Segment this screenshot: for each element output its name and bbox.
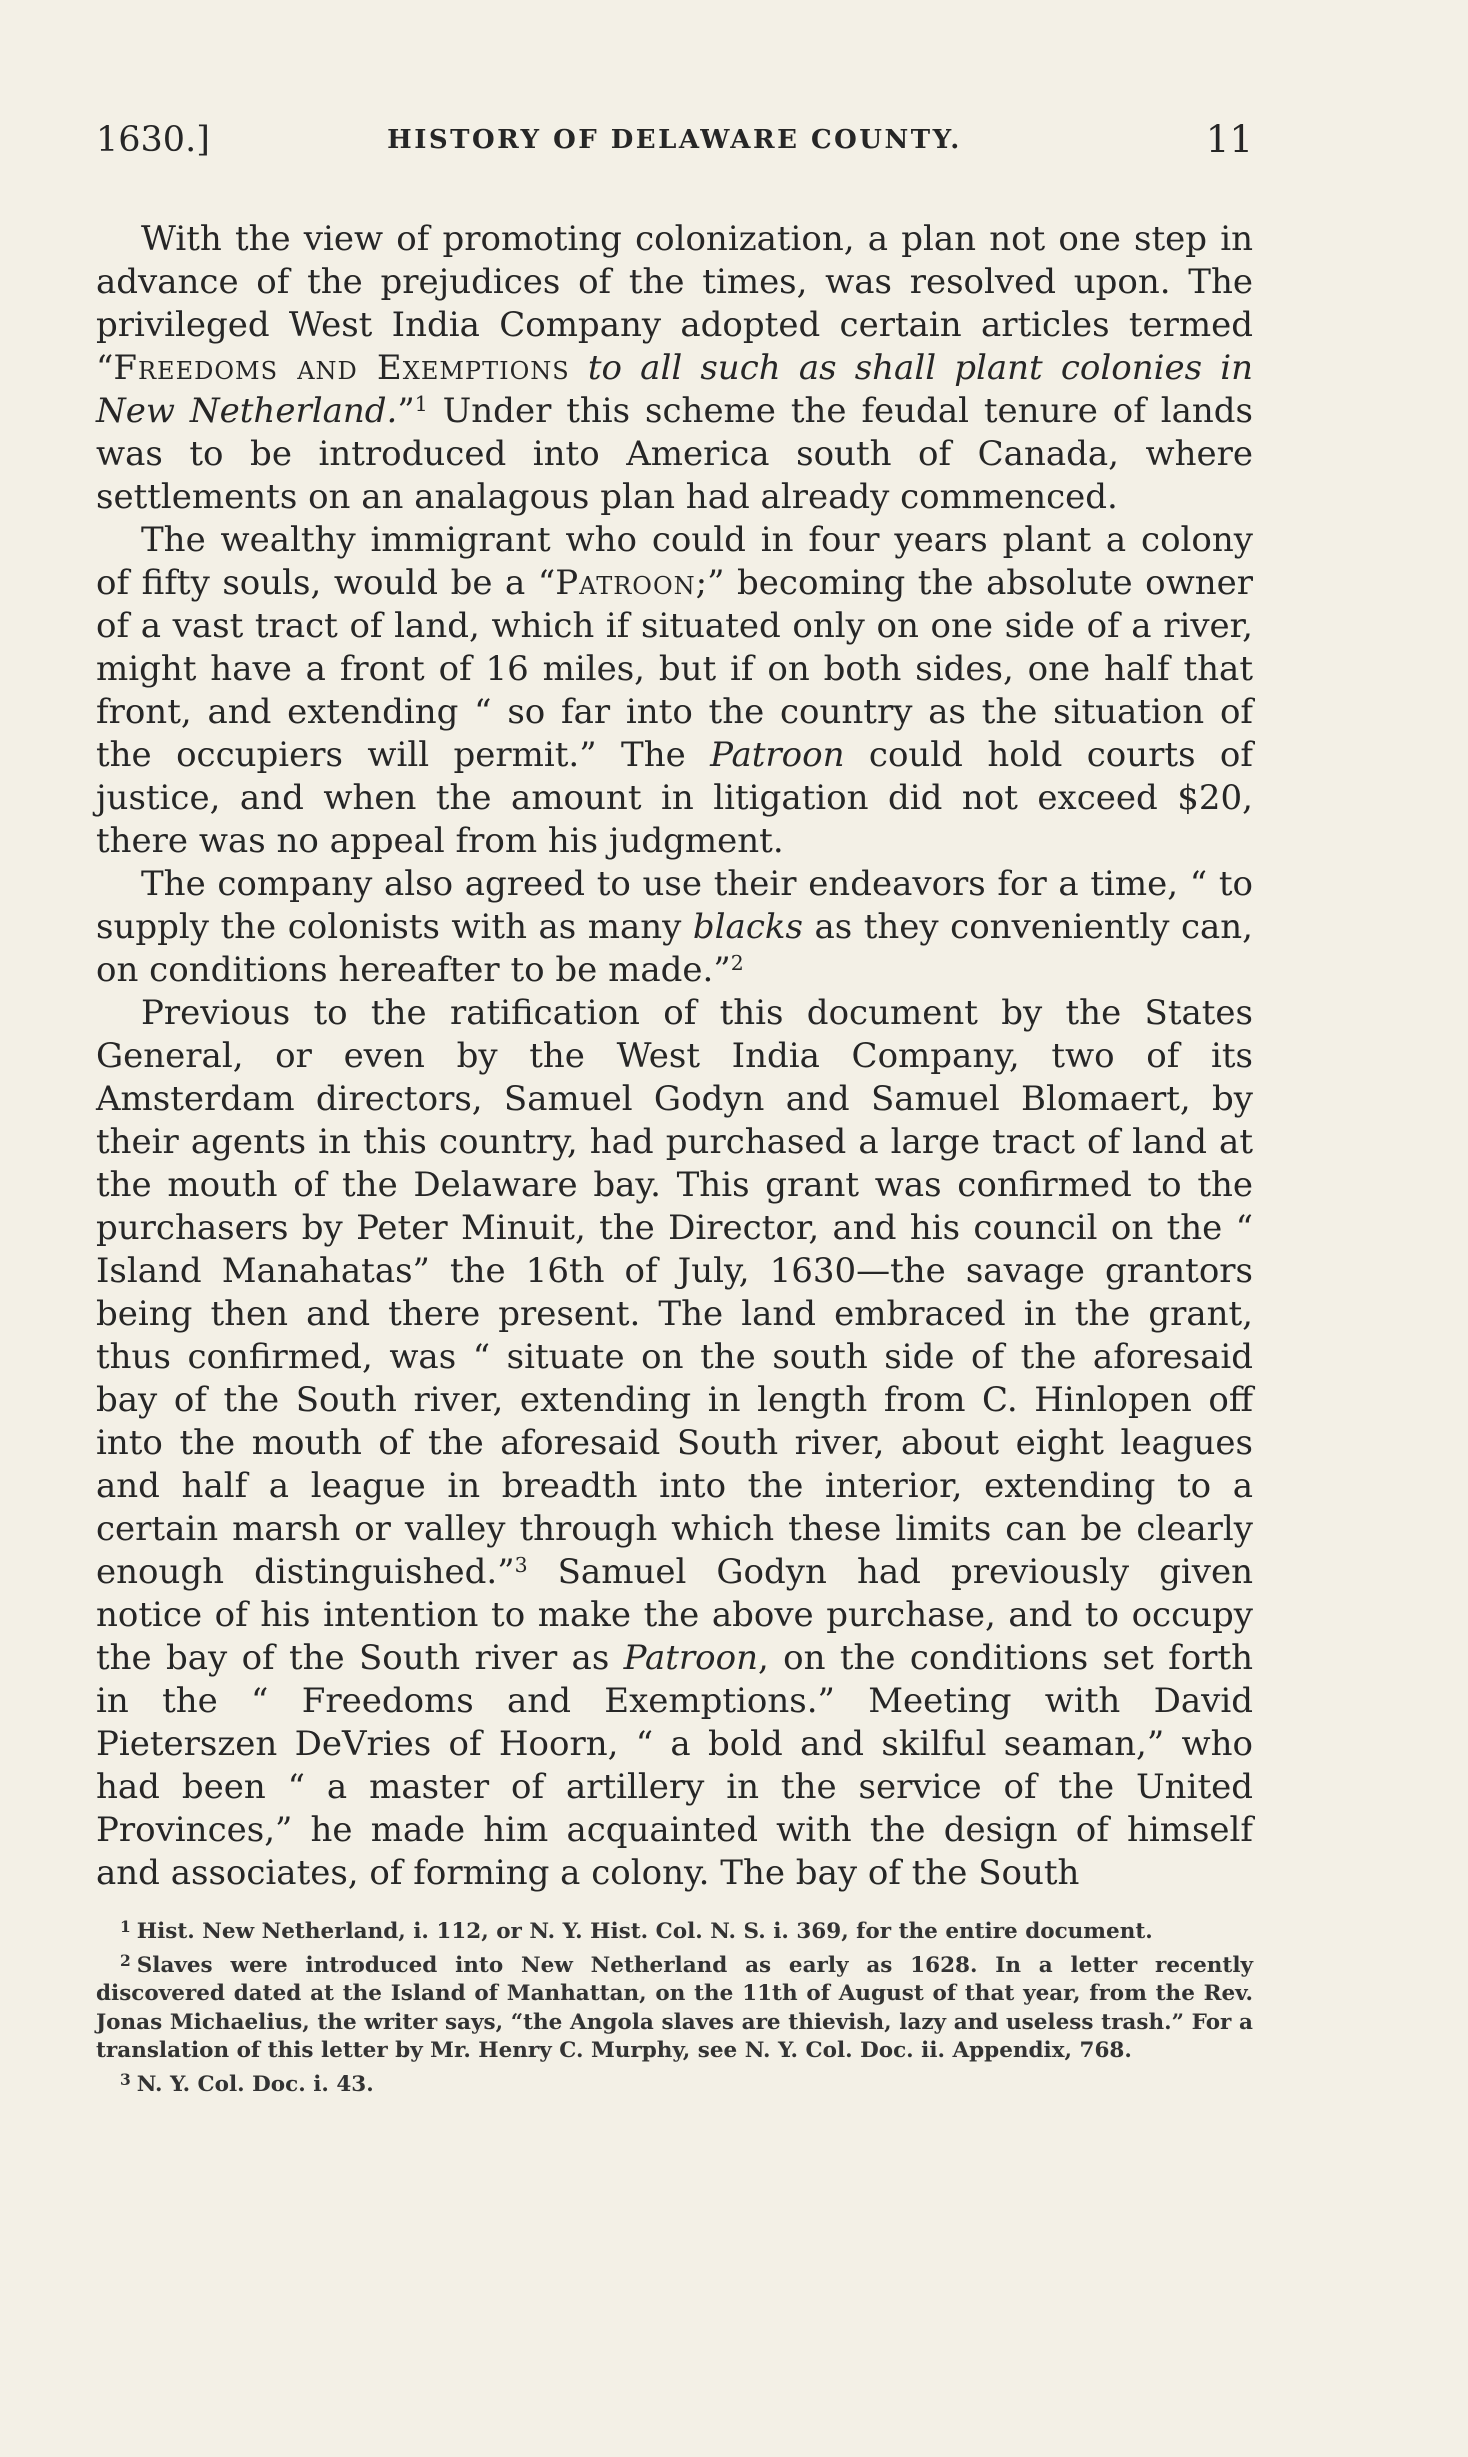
paragraph-3-text-b: as they conveniently can, on conditions hereafter to be made.”: [96, 907, 1253, 990]
footnote-2: [96, 1947, 1253, 2066]
paragraph-4-text-c: , on the conditions set forth in the “ Freedoms and Exemptions.” Meeting with David Pieterszen DeVries of Hoorn, “ a bold and skilful seaman,” who had been “ a master of artillery in the service of the United Provinces,” he made him acquainted with the design of himself and associates, of forming a colony. The bay of the South: [96, 1638, 1253, 1893]
blacks-italic: blacks: [692, 907, 803, 947]
paragraph-3: [96, 863, 1253, 992]
paragraph-1-text-b: ”: [397, 391, 415, 431]
patroon-italic: Patroon: [710, 735, 845, 775]
footnote-ref-1: 1: [414, 391, 428, 416]
paragraph-4-text-b: Samuel Godyn had previously given notice of his intention to make the above purchase, and to occupy the bay of the South river as: [96, 1552, 1253, 1678]
footnote-ref-3: 3: [514, 1552, 528, 1577]
page-number: 11: [1205, 118, 1253, 161]
body-text: [96, 218, 1253, 1895]
paragraph-3-text-a: The company also agreed to use their endeavors for a time, “ to supply the colonists with as many: [96, 864, 1253, 947]
footnote-ref-2: 2: [730, 950, 744, 975]
paragraph-1-text-a: With the view of promoting colonization, a plan not one step in advance of the prejudices of the times, was resolved upon. The privileged West India Company adopted certain articles termed “: [96, 219, 1253, 388]
paragraph-4: [96, 992, 1253, 1895]
footnote-1: [96, 1913, 1253, 1947]
footnote-1-mark: 1: [120, 1917, 131, 1936]
footnote-1-text: Hist. New Netherland, i. 112, or N. Y. Hist. Col. N. S. i. 369, for the entire document.: [136, 1919, 1153, 1945]
patroon-italic-2: Patroon: [623, 1638, 758, 1678]
footnote-3: [96, 2066, 1253, 2100]
paragraph-1-text-c: Under this scheme the feudal tenure of lands was to be introduced into America south of Canada, where settlements on an analagous plan had already commenced.: [96, 391, 1254, 517]
footnotes: [96, 1913, 1253, 2100]
patroon-term: Patroon: [555, 563, 696, 603]
paragraph-2-text-a: The wealthy immigrant who could in four years plant a colony of fifty souls, would be a “: [96, 520, 1253, 603]
paragraph-2-text-b: ;” becoming the absolute owner of a vast tract of land, which if situated only on one side of a river, might have a front of 16 miles, but if on both sides, one half that front, and extending “ so far into the country as the situation of the occupiers will permit.” The: [96, 563, 1254, 775]
footnote-2-text: Slaves were introduced into New Netherland as early as 1628. In a letter recently discovered dated at the Island of Manhattan, on the 11th of August of that year, from the Rev. Jonas Michaelius, the writer says, “the Angola slaves are thievish, lazy and useless trash.” For a translation of this letter by Mr. Henry C. Murphy, see N. Y. Col. Doc. ii. Appendix, 768.: [96, 1952, 1253, 2064]
paragraph-4-text-a: Previous to the ratification of this document by the States General, or even by the West India Company, two of its Amsterdam directors, Samuel Godyn and Samuel Blomaert, by their agents in this country, had purchased a large tract of land at the mouth of the Delaware bay. This grant was confirmed to the purchasers by Peter Minuit, the Director, and his council on the “ Island Manahatas” the 16th of July, 1630—the savage grantors being then and there present. The land embraced in the grant, thus confirmed, was “ situate on the south side of the aforesaid bay of the South river, extending in length from C. Hinlopen off into the mouth of the aforesaid South river, about eight leagues and half a league in breadth into the interior, extending to a certain marsh or valley through which these limits can be clearly enough distinguished.”: [96, 993, 1253, 1592]
paragraph-1: [96, 218, 1253, 519]
freedoms-title-continuation: to all such as shall plant colonies in New Netherland.: [96, 348, 1254, 431]
footnote-3-mark: 3: [120, 2069, 131, 2089]
paragraph-2-text-c: could hold courts of justice, and when the amount in litigation did not exceed $20, there was no appeal from his judgment.: [96, 735, 1253, 861]
header-title: HISTORY OF DELAWARE COUNTY.: [387, 125, 962, 155]
freedoms-and-exemptions-title: Freedoms and Exemptions: [113, 348, 570, 388]
footnote-2-mark: 2: [120, 1950, 131, 1970]
paragraph-2: [96, 519, 1253, 863]
running-head: [96, 110, 1253, 170]
footnote-3-text: N. Y. Col. Doc. i. 43.: [136, 2072, 374, 2098]
header-year: 1630.]: [96, 120, 210, 160]
